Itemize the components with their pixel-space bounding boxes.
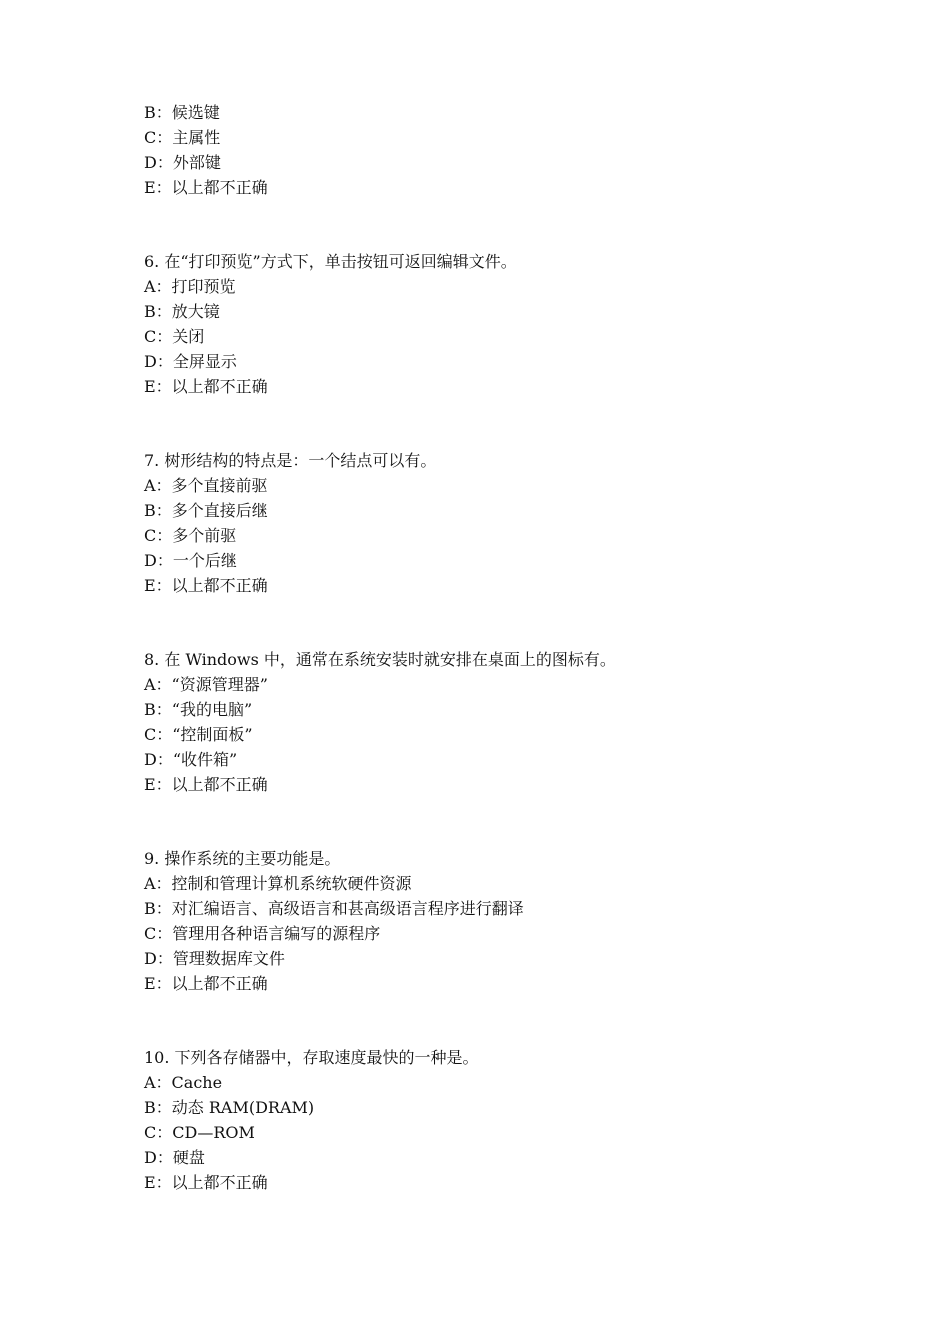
question-text: 9. 操作系统的主要功能是。 bbox=[144, 849, 341, 869]
question-text: 7. 树形结构的特点是：一个结点可以有。 bbox=[144, 451, 437, 471]
option-c: C：多个前驱 bbox=[144, 525, 237, 545]
spacer bbox=[144, 997, 864, 1047]
option-d: D：管理数据库文件 bbox=[144, 948, 285, 968]
option-c: C：主属性 bbox=[144, 127, 221, 147]
option-d: D：一个后继 bbox=[144, 550, 237, 570]
option-a: A：控制和管理计算机系统软硬件资源 bbox=[144, 874, 412, 894]
spacer bbox=[144, 798, 864, 848]
option-b: B：多个直接后继 bbox=[144, 501, 268, 521]
option-d: D：全屏显示 bbox=[144, 351, 237, 371]
spacer bbox=[144, 400, 864, 450]
option-e: E：以上都不正确 bbox=[144, 177, 268, 197]
option-a: A：打印预览 bbox=[144, 277, 236, 297]
question-text: 10. 下列各存储器中，存取速度最快的一种是。 bbox=[144, 1048, 479, 1068]
option-e: E：以上都不正确 bbox=[144, 376, 268, 396]
spacer bbox=[144, 599, 864, 649]
option-e: E：以上都不正确 bbox=[144, 774, 268, 794]
question-6 bbox=[144, 250, 864, 399]
question-text: 8. 在 Windows 中，通常在系统安装时就安排在桌面上的图标有。 bbox=[144, 650, 616, 670]
option-c: C：“控制面板” bbox=[144, 724, 253, 744]
question-8 bbox=[144, 648, 864, 797]
option-b: B：放大镜 bbox=[144, 302, 220, 322]
option-d: D：“收件箱” bbox=[144, 749, 238, 769]
document-page bbox=[144, 101, 864, 1196]
option-b: B：动态 RAM(DRAM) bbox=[144, 1098, 315, 1118]
question-text: 6. 在“打印预览”方式下，单击按钮可返回编辑文件。 bbox=[144, 252, 517, 272]
option-a: A：多个直接前驱 bbox=[144, 476, 268, 496]
leading-options-block bbox=[144, 101, 864, 201]
question-9 bbox=[144, 847, 864, 996]
question-7 bbox=[144, 449, 864, 598]
option-b: B：“我的电脑” bbox=[144, 700, 253, 720]
option-c: C：关闭 bbox=[144, 326, 205, 346]
option-e: E：以上都不正确 bbox=[144, 1172, 268, 1192]
option-d: D：外部键 bbox=[144, 152, 221, 172]
option-e: E：以上都不正确 bbox=[144, 973, 268, 993]
option-b: B：对汇编语言、高级语言和甚高级语言程序进行翻译 bbox=[144, 899, 524, 919]
option-c: C：CD—ROM bbox=[144, 1123, 255, 1143]
option-a: A：“资源管理器” bbox=[144, 675, 268, 695]
option-e: E：以上都不正确 bbox=[144, 575, 268, 595]
option-d: D：硬盘 bbox=[144, 1147, 205, 1167]
spacer bbox=[144, 201, 864, 251]
question-10 bbox=[144, 1046, 864, 1195]
option-a: A：Cache bbox=[144, 1073, 223, 1093]
option-b: B：候选键 bbox=[144, 103, 220, 122]
option-c: C：管理用各种语言编写的源程序 bbox=[144, 924, 381, 944]
